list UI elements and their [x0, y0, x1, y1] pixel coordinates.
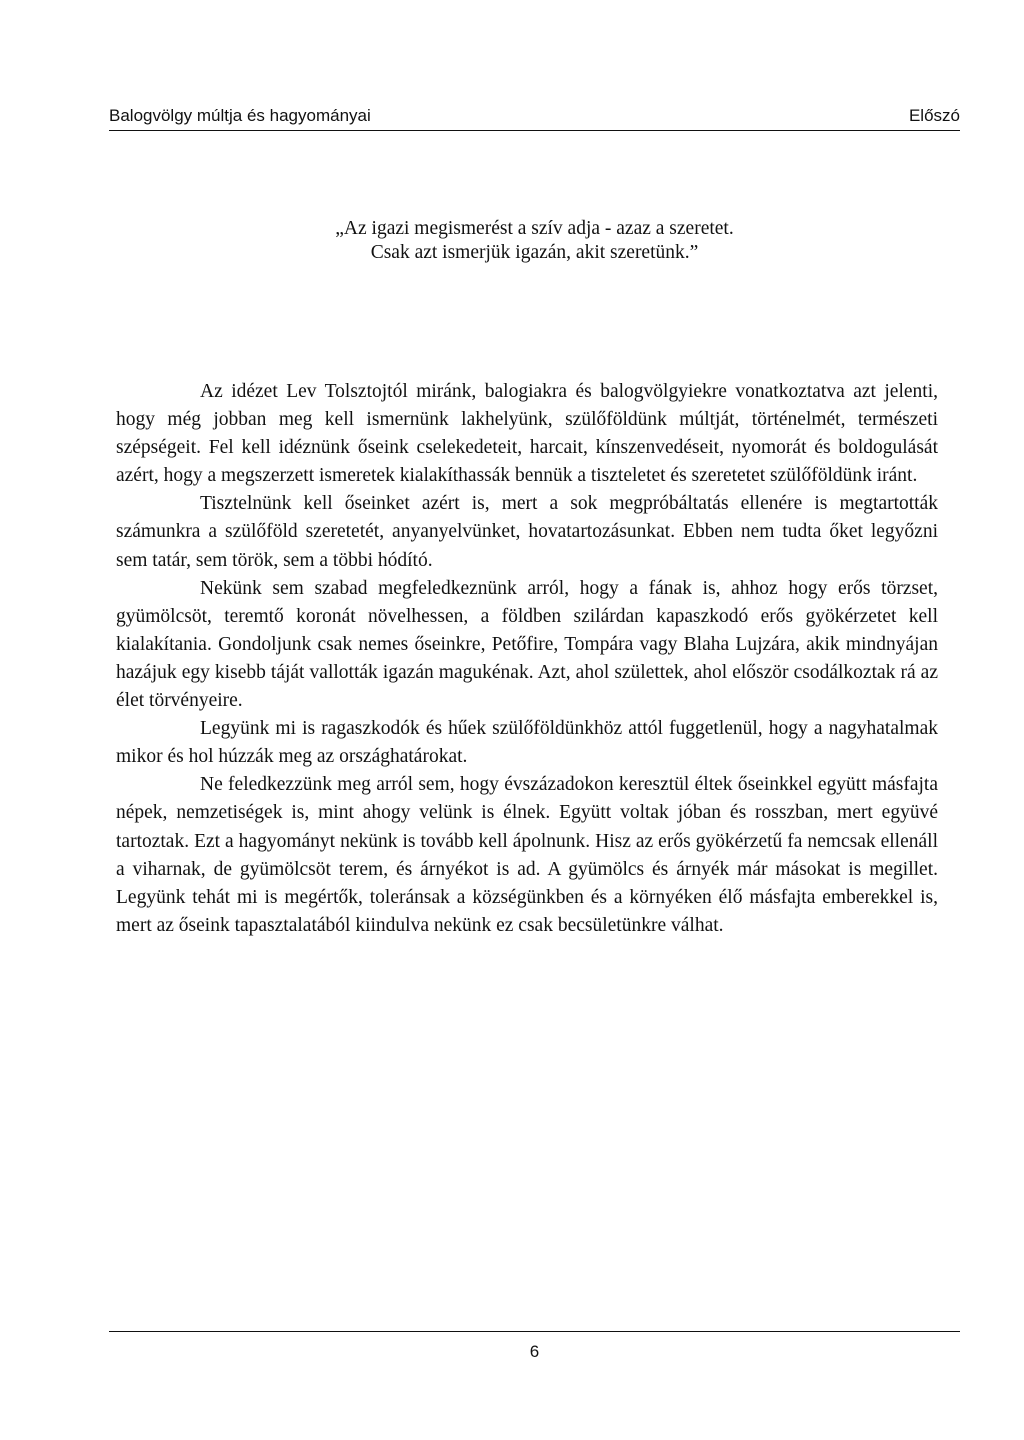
section-title: Előszó — [908, 106, 960, 125]
paragraph: Az idézet Lev Tolsztojtól miránk, balogiakra és balogvölgyiekre vonatkoztatva azt jelenti, hogy még jobban meg kell ismernünk lakhelyünk, szülőföldünk múltját, történelmét, természeti szépségeit. Fel kell idéznünk őseink cselekedeteit, harcait, kínszenvedéseit, nyomorát és boldogulását azért, hogy a megszerzett ismeretek kialakíthassák bennük a tiszteletet és szeretetet szülőföldünk iránt. — [116, 381, 938, 487]
book-title: Balogvölgy múltja és hagyományai — [109, 106, 371, 125]
paragraph: Legyünk mi is ragaszkodók és hűek szülőföldünkhöz attól fuggetlenül, hogy a nagyhatalmak mikor és hol húzzák meg az országhatárokat. — [116, 718, 938, 768]
epigraph-line: Csak azt ismerjük igazán, akit szeretünk.” — [370, 242, 699, 263]
body-text — [116, 378, 938, 940]
paragraph: Ne feledkezzünk meg arról sem, hogy évszázadokon keresztül éltek őseinkkel együtt másfajta népek, nemzetiségek is, mint ahogy velünk is élnek. Együtt voltak jóban és rosszban, mert együvé tartoztak. Ezt a hagyományt nekünk is tovább kell ápolnunk. Hisz az erős gyökérzetű fa nemcsak ellenáll a viharnak, de gyümölcsöt terem, és árnyékot is ad. A gyümölcs és árnyék már másokat is megillet. Legyünk tehát mi is megértők, toleránsak a községünkben és a környéken élő másfajta emberekkel is, mert az őseink tapasztalatából kiindulva nekünk ez csak becsületünkre válhat. — [116, 774, 938, 936]
page-number: 6 — [529, 1342, 540, 1361]
epigraph-quote — [109, 217, 960, 265]
epigraph-line: „Az igazi megismerést a szív adja - azaz a szeretet. — [335, 218, 734, 239]
paragraph: Nekünk sem szabad megfeledkeznünk arról, hogy a fának is, ahhoz hogy erős törzset, gyümölcsöt, teremtő koronát növelhessen, a földben szilárdan kapaszkodó erős gyökérzetet kell kialakítania. Gondoljunk csak nemes őseinkre, Petőfire, Tompára vagy Blaha Lujzára, akik mindnyájan hazájuk egy kisebb táját vallották igazán magukénak. Azt, ahol születtek, ahol először csodálkoztak rá az élet törvényeire. — [116, 577, 938, 712]
header-rule — [109, 130, 960, 131]
footer-rule — [109, 1331, 960, 1332]
paragraph: Tisztelnünk kell őseinket azért is, mert a sok megpróbáltatás ellenére is megtartották számunkra a szülőföld szeretetét, anyanyelvünket, hovatartozásunkat. Ebben nem tudta őket legyőzni sem tatár, sem török, sem a többi hódító. — [116, 493, 938, 571]
running-header — [109, 104, 960, 130]
